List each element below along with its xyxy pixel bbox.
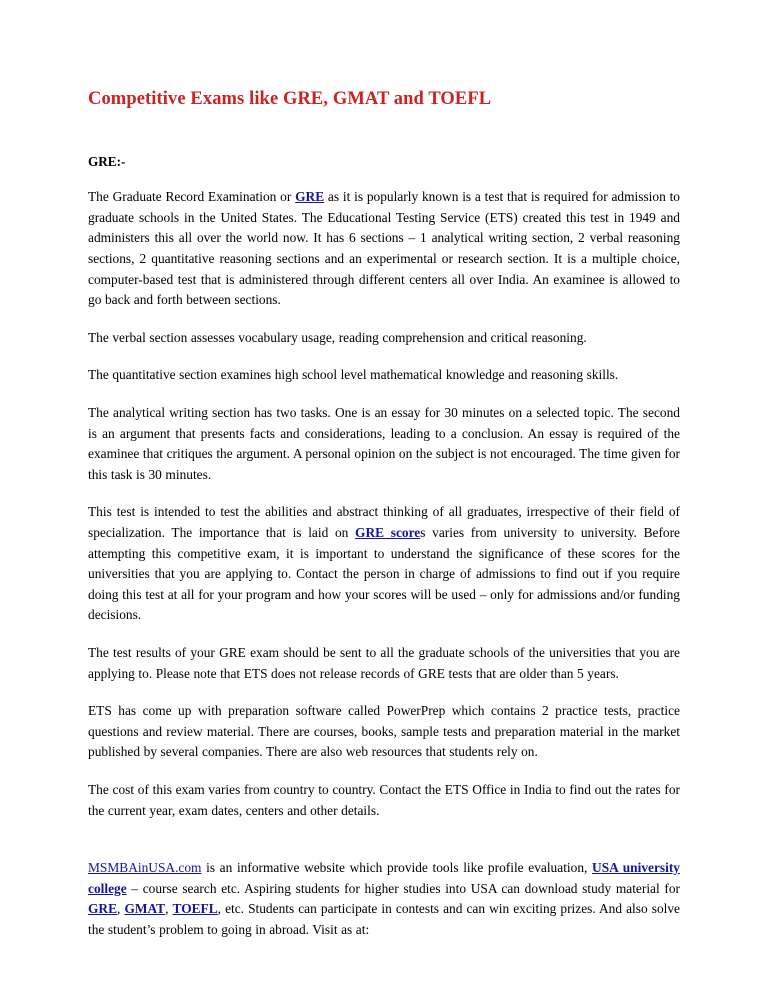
link-gre-material[interactable]: GRE [88, 901, 118, 917]
section-heading-gre: GRE:- [88, 154, 126, 170]
paragraph-text-part: s varies from university to university. Before attempting this competitive exam, it is important to understand the significance of these scores for the universities that you are applying to. Contact the person in charge of admissions to find out if you require doing this test at all for your program and how your scores will be used – only for admissions and/or funding decisions. [88, 525, 681, 623]
link-gre-score[interactable]: GRE score [355, 525, 421, 540]
paragraph-text-part: – course search etc. Aspiring students for higher studies into USA can download study material for [126, 880, 680, 896]
paragraph-text-part: is an informative website which provide tools like profile evaluation, [201, 860, 593, 876]
paragraph-website-promo [88, 858, 680, 940]
document-body [88, 88, 680, 941]
link-usa-university-college[interactable]: USA university college [88, 860, 681, 896]
paragraph-verbal-section: The verbal section assesses vocabulary usage, reading comprehension and critical reasoning. [88, 329, 587, 345]
paragraph-text-part: The Graduate Record Examination or [88, 189, 296, 205]
paragraph-exam-cost: The cost of this exam varies from country to country. Contact the ETS Office in India to find out the rates for the current year, exam dates, centers and other details. [88, 781, 680, 818]
link-gre[interactable]: GRE [295, 189, 325, 205]
link-toefl-material[interactable]: TOEFL [172, 901, 218, 917]
paragraph-text-part: This test is intended to test the abilities and abstract thinking of all graduates, irrespective of their field of specialization. The importance that is laid on [88, 504, 680, 540]
paragraph-test-purpose [88, 502, 680, 626]
paragraph-text-part: , [117, 901, 125, 917]
paragraph-gre-intro [88, 187, 680, 311]
paragraph-quantitative-section: The quantitative section examines high school level mathematical knowledge and reasoning skills. [88, 367, 619, 383]
paragraph-test-results: The test results of your GRE exam should be sent to all the graduate schools of the universities that you are applying to. Please note that ETS does not release records of GRE tests that are older than 5 years. [88, 644, 680, 681]
paragraph-analytical-writing: The analytical writing section has two tasks. One is an essay for 30 minutes on a selected topic. The second is an argument that presents facts and considerations, leading to a conclusion. An essay is required of the examinee that critiques the argument. A personal opinion on the subject is not encouraged. The time given for this task is 30 minutes. [88, 405, 680, 482]
paragraph-text-part: , [165, 901, 173, 917]
paragraph-text-part: as it is popularly known is a test that is required for admission to graduate schools in the United States. The Educational Testing Service (ETS) created this test in 1949 and administers this all over the world now. It has 6 sections – 1 analytical writing section, 2 verbal reasoning sections, 2 quantitative reasoning sections and an experimental or research section. It is a multiple choice, computer-based test that is administered through different centers all over India. An examinee is allowed to go back and forth between sections. [88, 189, 680, 308]
page-title: Competitive Exams like GRE, GMAT and TOEFL [88, 89, 492, 109]
link-gmat-material[interactable]: GMAT [124, 901, 166, 917]
paragraph-spacer [88, 838, 680, 858]
paragraph-preparation-software: ETS has come up with preparation software called PowerPrep which contains 2 practice tests, practice questions and review material. There are courses, books, sample tests and preparation material in the market published by several companies. There are also web resources that students rely on. [88, 703, 680, 760]
link-msmbainusa-site[interactable]: MSMBAinUSA.com [88, 860, 202, 876]
paragraph-text-part: , etc. Students can participate in contests and can win exciting prizes. And also solve the student’s problem to going in abroad. Visit as at: [88, 901, 680, 937]
